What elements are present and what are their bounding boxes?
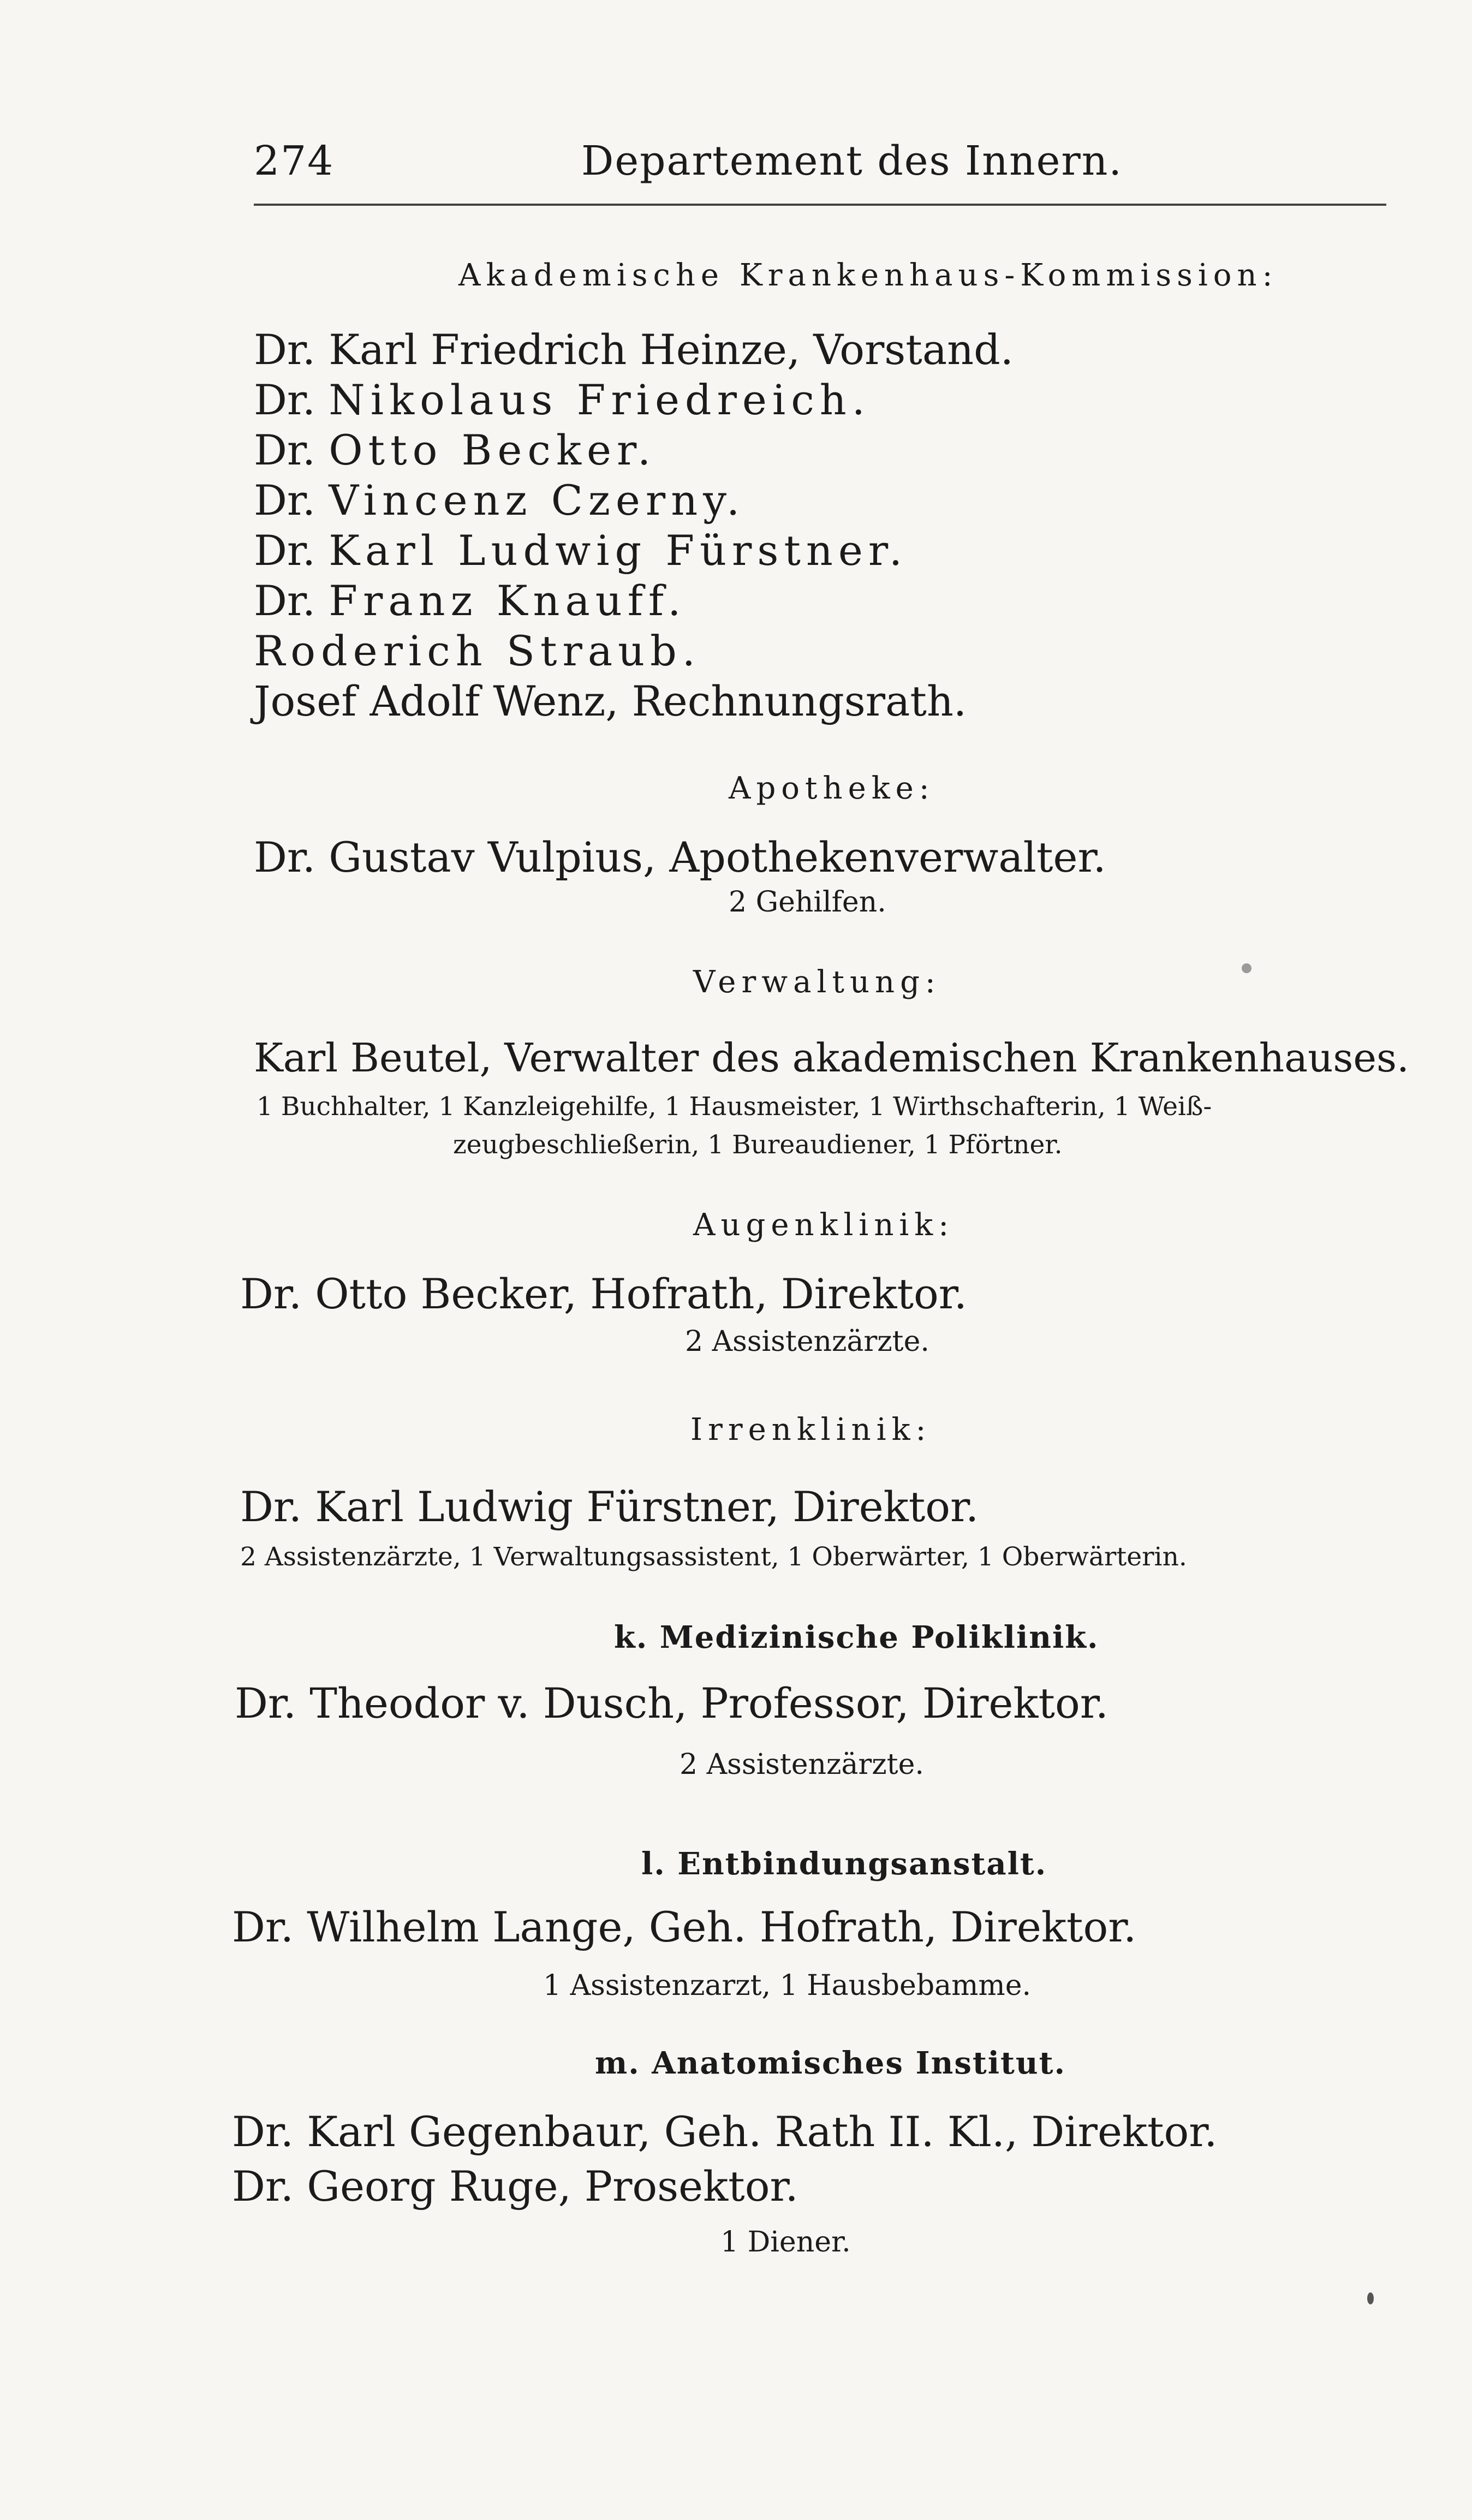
section-heading: Verwaltung: [693,964,941,1000]
member-prefix: Dr. [254,526,316,575]
print-speck [1242,963,1252,973]
member-line [254,475,745,526]
member-line [254,626,701,676]
member-line [254,526,908,576]
member-prefix: Dr. [254,426,316,474]
member-line [254,325,1014,375]
director-line: Dr. Wilhelm Lange, Geh. Hofrath, Direktor. [232,1903,1137,1951]
staff-line: 1 Diener. [720,2226,851,2259]
member-name: Josef Adolf Wenz, [254,677,619,725]
member-line [254,375,871,425]
member-name: Roderich Straub. [254,627,701,675]
member-name: Otto Becker. [329,426,657,474]
section-letter: l. [641,1846,666,1882]
director-line: Dr. Georg Ruge, Prosektor. [232,2162,798,2211]
section-heading: Irrenklinik: [690,1412,932,1447]
member-name: Karl Friedrich Heinze, [329,325,801,374]
page-number: 274 [254,138,335,184]
running-head: Departement des Innern. [581,138,1123,184]
director-line: Dr. Theodor v. Dusch, Professor, Direktor. [235,1679,1109,1727]
staff-line: 1 Buchhalter, 1 Kanzleigehilfe, 1 Hausmeister, 1 Wirthschafterin, 1 Weiß- [257,1092,1212,1122]
staff-line: zeugbeschließerin, 1 Bureaudiener, 1 Pförtner. [453,1130,1063,1160]
director-line: Dr. Karl Gegenbaur, Geh. Rath II. Kl., Direktor. [232,2107,1218,2156]
header-rule [254,204,1386,206]
member-name: Nikolaus Friedreich. [329,376,871,424]
section-letter: k. [614,1619,648,1655]
section-heading: Augenklinik: [693,1207,955,1243]
staff-line: 1 Assistenzarzt, 1 Hausbebamme. [543,1969,1032,2002]
member-prefix: Dr. [254,325,316,374]
director-line: Karl Beutel, Verwalter des akademischen Krankenhauses. [254,1035,1409,1081]
member-name: Franz Knauff. [329,576,687,625]
section-heading [614,1618,1099,1657]
section-heading [595,2044,1066,2082]
director-line: Dr. Gustav Vulpius, Apothekenverwalter. [254,833,1106,881]
member-line [254,676,967,726]
section-title: Medizinische Poliklinik. [659,1619,1099,1655]
member-role: Vorstand. [800,325,1014,374]
section-title: Entbindungsanstalt. [677,1846,1047,1882]
staff-line: 2 Assistenzärzte. [680,1748,924,1781]
member-prefix: Dr. [254,376,316,424]
member-name: Vincenz Czerny. [329,476,746,525]
staff-line: 2 Gehilfen. [729,886,886,919]
section-letter: m. [595,2045,640,2081]
member-line [254,576,686,626]
member-line [254,425,656,475]
section-heading: Akademische Krankenhaus-Kommission: [458,258,1278,293]
staff-line: 2 Assistenzärzte. [685,1325,929,1358]
director-line: Dr. Karl Ludwig Fürstner, Direktor. [240,1482,979,1531]
page-header [254,134,1386,199]
section-heading [641,1845,1047,1883]
member-prefix: Dr. [254,476,316,525]
section-title: Anatomisches Institut. [652,2045,1066,2081]
section-heading: Apotheke: [729,771,935,806]
staff-line: 2 Assistenzärzte, 1 Verwaltungsassistent, 1 Oberwärter, 1 Oberwärterin. [240,1542,1187,1572]
member-role: Rechnungsrath. [618,677,967,725]
print-speck [1367,2292,1374,2304]
member-prefix: Dr. [254,576,316,625]
member-name: Karl Ludwig Fürstner. [329,526,908,575]
director-line: Dr. Otto Becker, Hofrath, Direktor. [240,1270,967,1318]
